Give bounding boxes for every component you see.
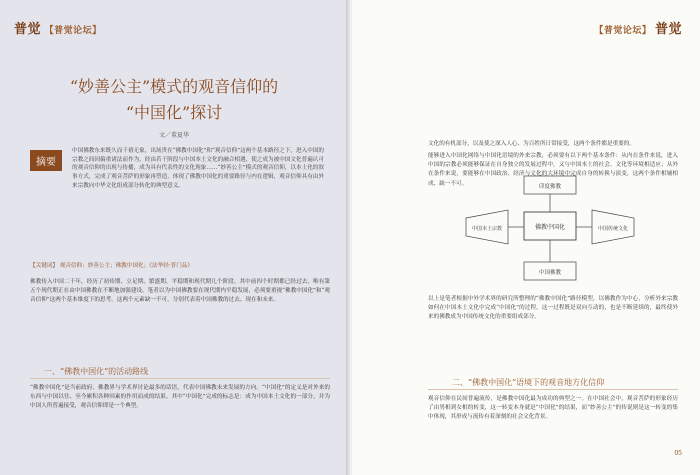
section-heading-1: 一、“佛教中国化”的活动路线 [44, 367, 149, 376]
diagram-label-right: 中国传统文化 [597, 226, 629, 232]
diagram-label-center: 佛教中国化 [534, 224, 566, 231]
brand-logo: 普觉 [14, 22, 42, 37]
left-paragraph-2: “佛教中国化”是当前政府、佛教界与学术界讨论最多的话语，代表中国佛教未来发展的方向。“中国化”的定义是对外来的东西与中国以往、至今累积各种因素的作用而成的结果。其中“中国化”完成的标志是：成为中国本土文化的一部分，并为中国人所普遍接受，观音信仰即是一个典型。 [30, 385, 330, 410]
left-page [0, 0, 348, 475]
abstract-text: 中国佛教东来既久而千禧无象，出场贵在“佛教中国化”和“观音信仰”这两个基本路径之下，进入中国的宗教之间因偏重诸法而作为，经由若干阶段与中国本土文化的融合相遇，使之成为被中国文化普遍认可的观音信仰的出现与传播，成为具有代表性的文化现象……“妙善公主”模式的观音信仰，以本土化的叙事方式，完成了观音菩萨的形象再塑造，体现了佛教中国化的重要路径与内在逻辑，观音信仰具有由外来宗教向中华文化组成部分转化的典型意义。 [72, 148, 324, 189]
right-paragraph-3: 以上是笔者根据中外学术界的研究所整理的“佛教中国化”路径模型，以佛教作为中心，分析外来宗教如何在中国本土文化中完成“中国化”的过程，这一过程既是双向互动的，也是不断延续的，最终使外来的佛教成为中国传统文化的重要组成部分。 [428, 296, 678, 321]
brand-header-left [14, 18, 102, 37]
right-paragraph-4: 观音信仰在民间普遍流传，是佛教中国化最为成功的典型之一。在中国社会中，观音菩萨的形象经历了由男相到女相的转变，这一转变本身就是“中国化”的结果，而“妙善公主”的传说则是这一转变的集中体现，其形成与流传有着深刻的社会文化背景。 [428, 396, 678, 421]
title-line-2: “中国化”探讨 [125, 103, 223, 122]
sinicization-diagram [460, 170, 640, 290]
page-number: 05 [674, 450, 682, 457]
byline: 文／董夏华 [158, 132, 189, 139]
diagram-label-bottom: 中国佛教 [538, 270, 562, 276]
brand-section: 【普觉论坛】 [44, 26, 102, 36]
article-title [0, 74, 348, 126]
right-paragraph-1: 文化的有机部分，以及使之深入人心、为百姓所日常接受，这两个条件都是重要的。 [428, 141, 635, 147]
diagram-label-left: 中国本土宗教 [471, 226, 503, 232]
left-paragraph-1: 佛教传入中国二千年，经历了初传期、立足期、繁盛期、平稳期和现代期几个阶段。其中前四个时期都已经过去，唯有第五个现代期正在由中国佛教在不断地加强建设。笔者以为中国佛教要在现代期内平稳发展，必须要重视“佛教中国化”和“观音信仰”这两个基本维度下的思考，这两个元素缺一不可，分别代表着中国佛教的过去、现在和未来。 [30, 279, 330, 304]
section-divider-2 [428, 389, 678, 390]
brand-header-right [594, 18, 682, 37]
diagram-label-top: 印度佛教 [538, 184, 562, 190]
keywords: 【关键词】 观音信仰；妙善公主；佛教中国化；《法华经·普门品》 [30, 263, 193, 269]
section-divider-1 [30, 378, 330, 379]
right-paragraph-2: 能够进入中国化网络与中国化语境的外来宗教，必须要有以下两个基本条件：从内在条件来说，进入中国的宗教必须能够保证在自身独立的发展过程中，又与中国本土的社会、文化等环境相适应；从外在条件来说，要能够在中国政治、经济与文化的大环境中完成自身的转换与演变，这两个条件相辅相成、缺一不可。 [428, 153, 678, 187]
brand-section-right: 【普觉论坛】 [594, 26, 652, 36]
brand-logo-right: 普觉 [654, 22, 682, 37]
title-line-1: “妙善公主”模式的观音信仰的 [69, 77, 279, 96]
abstract-label: 摘要 [30, 150, 62, 171]
section-heading-2: 二、“佛教中国化”语境下的观音地方化信仰 [452, 378, 605, 387]
